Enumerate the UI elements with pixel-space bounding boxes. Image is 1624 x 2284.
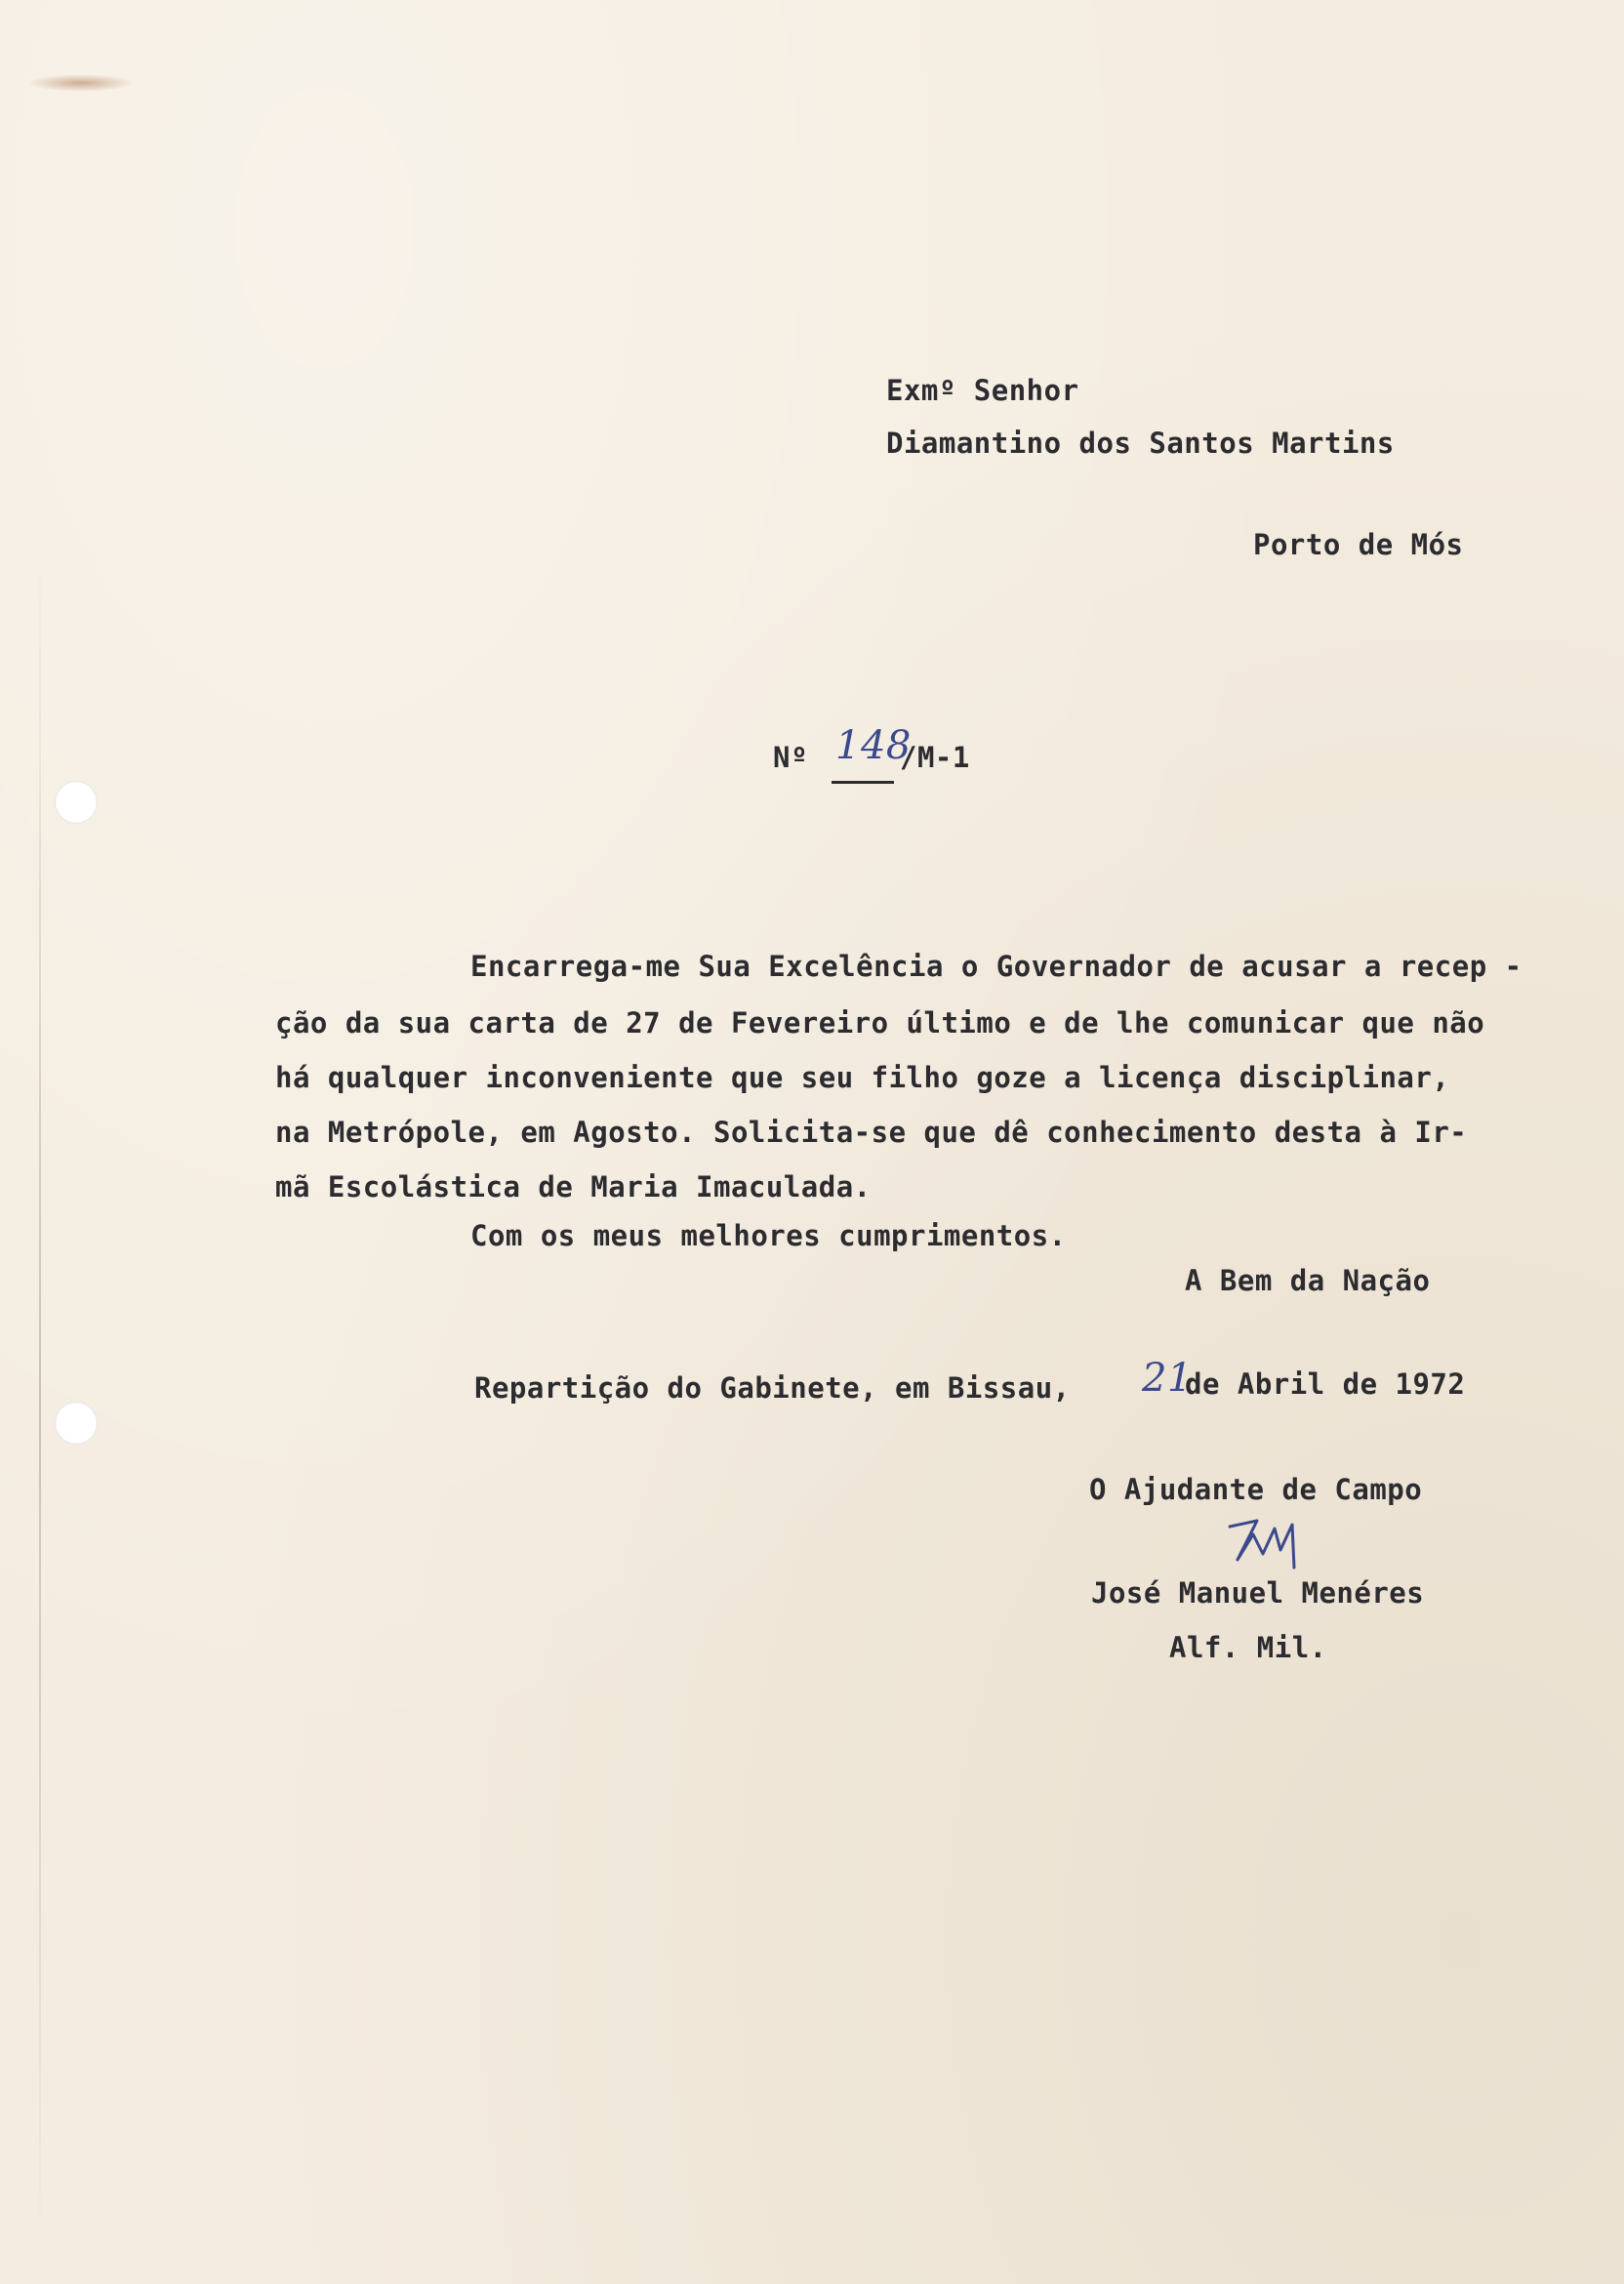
motto: A Bem da Nação	[1185, 1264, 1431, 1297]
reference-suffix: /M-1	[900, 741, 970, 774]
body-line-4: na Metrópole, em Agosto. Solicita-se que dê conhecimento desta à Ir-	[275, 1116, 1468, 1149]
paper-stain	[27, 74, 135, 92]
body-line-5: mã Escolástica de Maria Imaculada.	[275, 1170, 872, 1203]
dateline-suffix: de Abril de 1972	[1185, 1367, 1466, 1401]
addressee-name: Diamantino dos Santos Martins	[886, 427, 1395, 460]
reference-number-handwritten: 148	[835, 723, 912, 768]
handwritten-signature	[1224, 1511, 1331, 1579]
reference-number-underline	[832, 781, 894, 784]
body-line-1: Encarrega-me Sua Excelência o Governador de acusar a recep -	[470, 950, 1522, 983]
addressee-place: Porto de Mós	[1253, 528, 1464, 561]
body-line-2: ção da sua carta de 27 de Fevereiro último e de lhe comunicar que não	[275, 1006, 1485, 1040]
paper-fold-line	[39, 547, 41, 2245]
punch-hole-bottom	[55, 1402, 98, 1445]
closing-line: Com os meus melhores cumprimentos.	[470, 1219, 1067, 1252]
addressee-salutation: Exmº Senhor	[886, 374, 1079, 407]
dateline-prefix: Repartição do Gabinete, em Bissau,	[474, 1371, 1071, 1405]
body-line-3: há qualquer inconveniente que seu filho goze a licença disciplinar,	[275, 1061, 1450, 1094]
punch-hole-top	[55, 781, 98, 824]
dateline-day-handwritten: 21	[1142, 1356, 1193, 1401]
signatory-name: José Manuel Menéres	[1091, 1576, 1425, 1610]
signatory-role: O Ajudante de Campo	[1089, 1473, 1423, 1506]
reference-prefix: Nº	[773, 741, 808, 774]
signatory-rank: Alf. Mil.	[1169, 1631, 1327, 1664]
